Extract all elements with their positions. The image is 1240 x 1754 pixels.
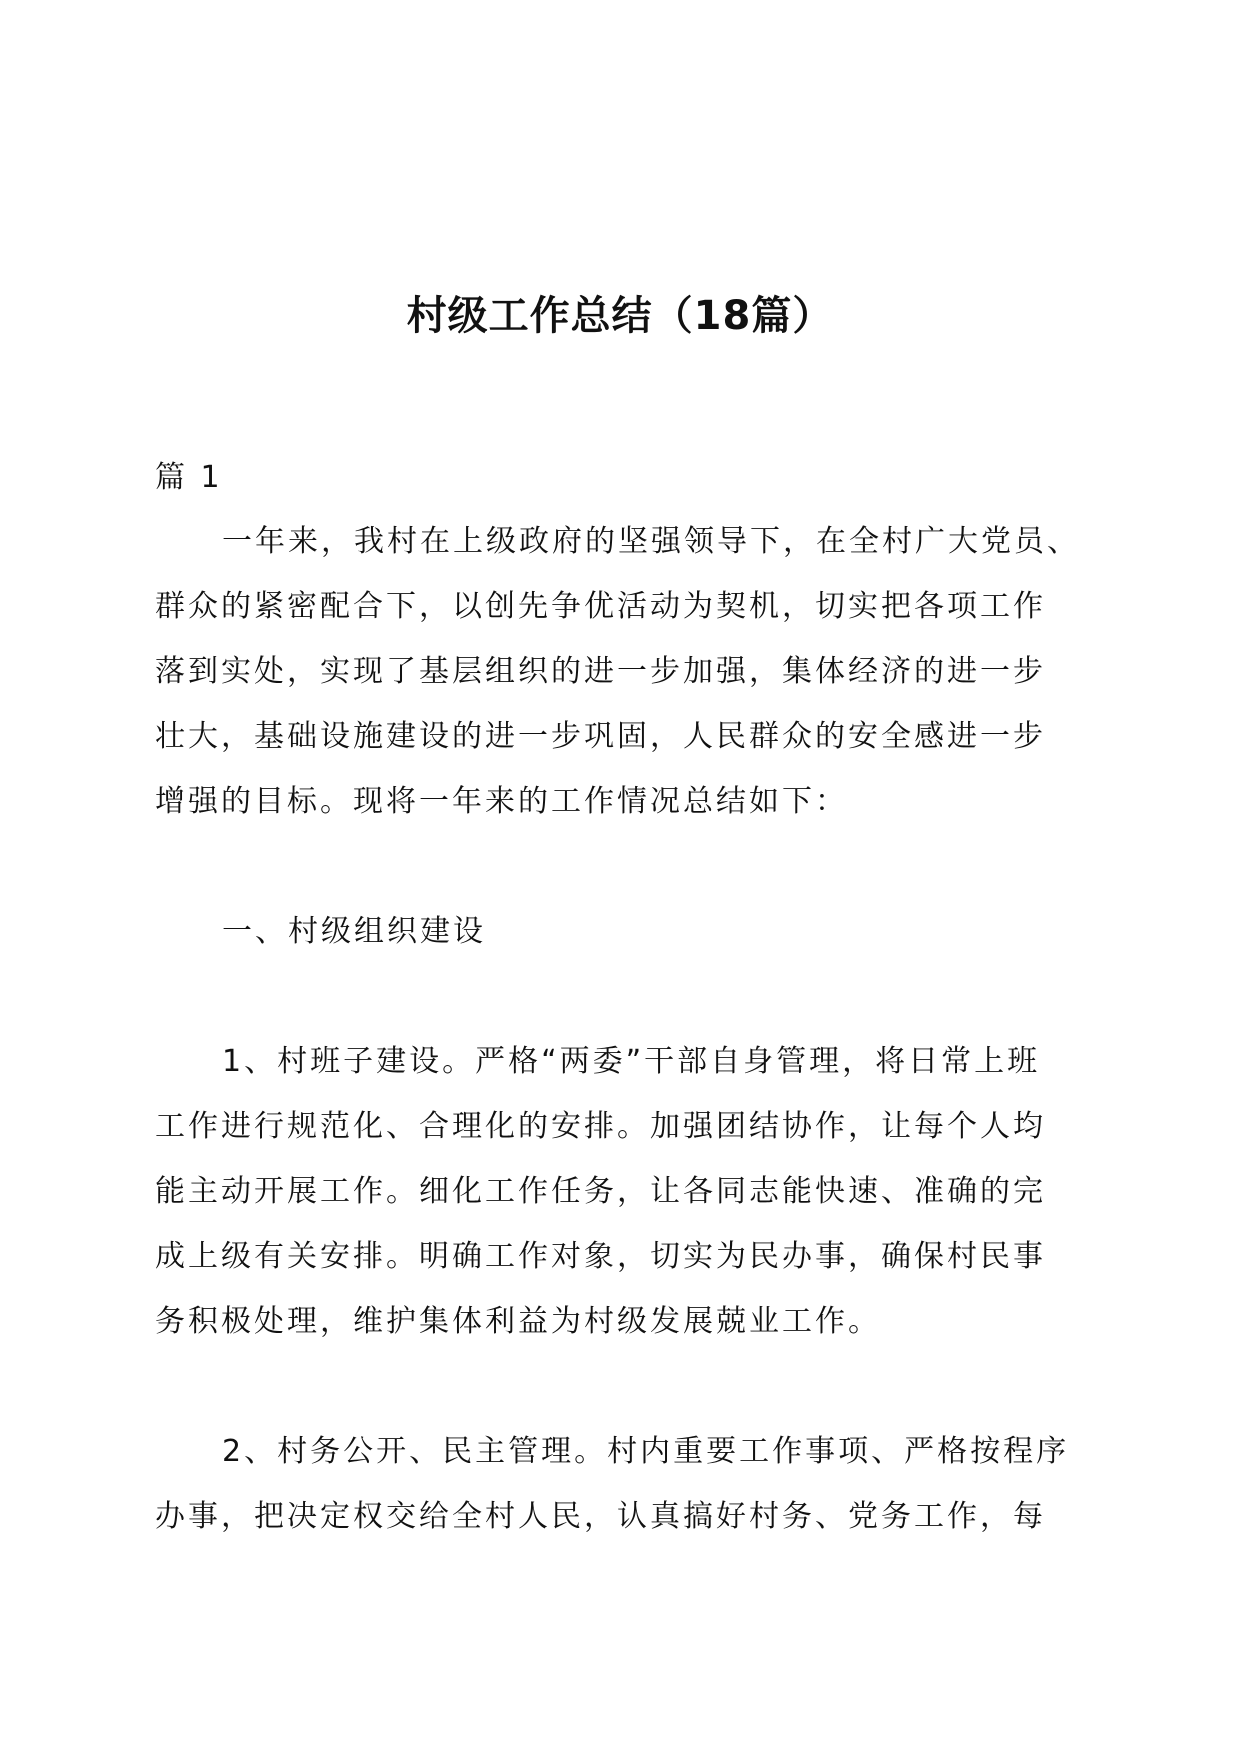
intro-line: 壮大，基础设施建设的进一步巩固，人民群众的安全感进一步 [155,719,1046,754]
intro-line: 增强的目标。现将一年来的工作情况总结如下： [155,784,848,819]
item2-line: 2、村务公开、民主管理。村内重要工作事项、严格按程序 [222,1434,1070,1469]
intro-line: 一年来，我村在上级政府的坚强领导下，在全村广大党员、 [222,524,1080,559]
item1-line: 务积极处理，维护集体利益为村级发展兢业工作。 [155,1304,881,1339]
intro-line: 落到实处，实现了基层组织的进一步加强，集体经济的进一步 [155,654,1046,689]
item1-line: 能主动开展工作。细化工作任务，让各同志能快速、准确的完 [155,1174,1046,1209]
item1-line: 成上级有关安排。明确工作对象，切实为民办事，确保村民事 [155,1239,1046,1274]
intro-line: 群众的紧密配合下，以创先争优活动为契机，切实把各项工作 [155,589,1046,624]
item1-line: 1、村班子建设。严格“两委”干部自身管理，将日常上班 [222,1044,1041,1079]
item1-line: 工作进行规范化、合理化的安排。加强团结协作，让每个人均 [155,1109,1046,1144]
document-title: 村级工作总结（18篇） [406,293,834,339]
section-label: 篇 1 [155,460,223,495]
item2-line: 办事，把决定权交给全村人民，认真搞好村务、党务工作，每 [155,1499,1046,1534]
section-heading: 一、村级组织建设 [222,914,486,949]
